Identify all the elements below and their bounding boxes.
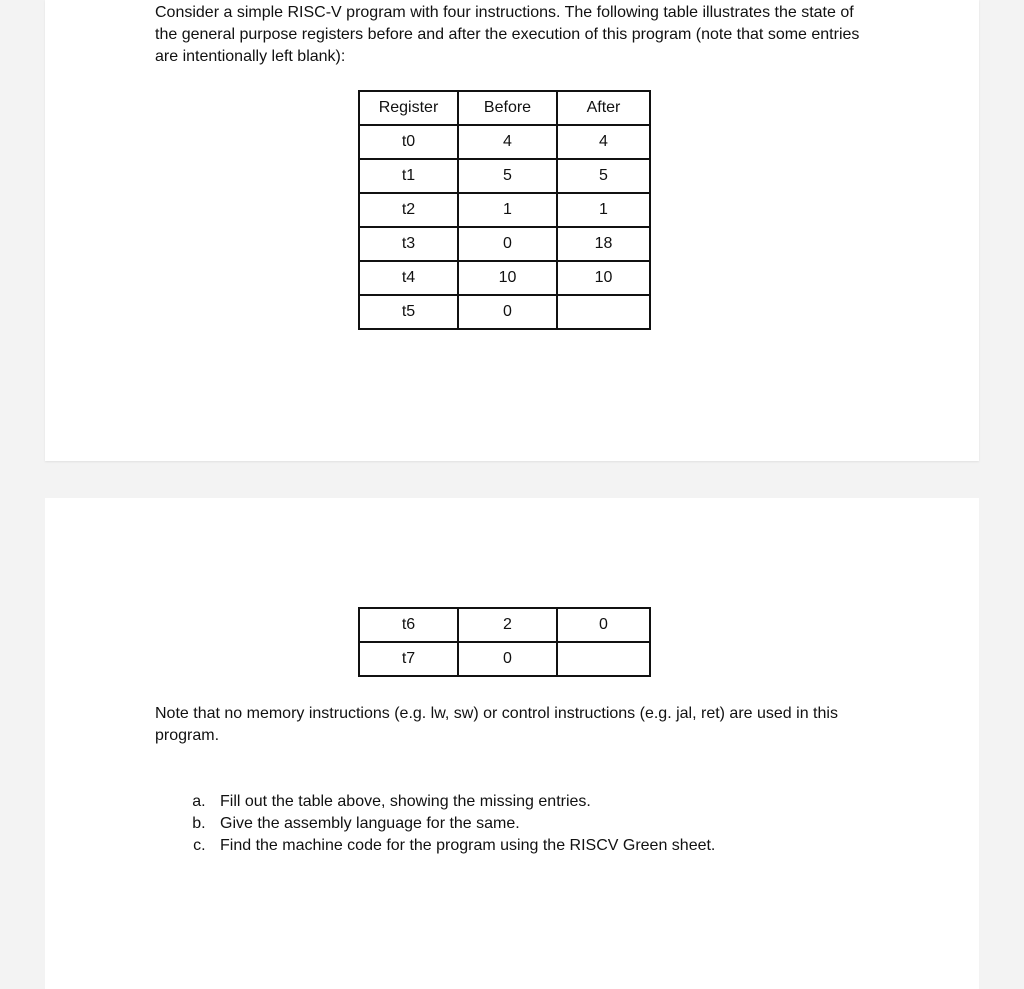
list-item: c. Find the machine code for the program using the RISCV Green sheet. <box>210 835 715 857</box>
table-row <box>359 193 650 227</box>
after-cell: 5 <box>557 159 650 193</box>
table-row <box>359 261 650 295</box>
after-cell <box>557 642 650 676</box>
after-cell <box>557 295 650 329</box>
intro-paragraph: Consider a simple RISC-V program with four instructions. The following table illustrates the state of the general purpose registers before and after the execution of this program (note that some entries are intentionally left blank): <box>155 4 860 65</box>
register-cell: t1 <box>359 159 458 193</box>
header-register: Register <box>359 91 458 125</box>
register-table-continued <box>358 607 651 677</box>
table-row <box>359 642 650 676</box>
register-cell: t7 <box>359 642 458 676</box>
table-row <box>359 608 650 642</box>
before-cell: 0 <box>458 227 557 261</box>
before-cell: 1 <box>458 193 557 227</box>
after-cell: 18 <box>557 227 650 261</box>
before-cell: 2 <box>458 608 557 642</box>
table-header-row <box>359 91 650 125</box>
header-before: Before <box>458 91 557 125</box>
list-item: b. Give the assembly language for the same. <box>210 813 715 835</box>
after-cell: 10 <box>557 261 650 295</box>
document-page-2 <box>45 498 979 989</box>
document-page-1 <box>45 0 979 461</box>
list-item: a. Fill out the table above, showing the missing entries. <box>210 791 715 813</box>
table-row <box>359 159 650 193</box>
register-cell: t6 <box>359 608 458 642</box>
after-cell: 4 <box>557 125 650 159</box>
register-cell: t0 <box>359 125 458 159</box>
note-paragraph: Note that no memory instructions (e.g. lw, sw) or control instructions (e.g. jal, ret) are used in this program. <box>155 705 838 744</box>
register-table <box>358 90 651 330</box>
before-cell: 10 <box>458 261 557 295</box>
before-cell: 0 <box>458 295 557 329</box>
before-cell: 4 <box>458 125 557 159</box>
table-row <box>359 227 650 261</box>
register-cell: t3 <box>359 227 458 261</box>
after-cell: 0 <box>557 608 650 642</box>
register-cell: t5 <box>359 295 458 329</box>
table-row <box>359 295 650 329</box>
header-after: After <box>557 91 650 125</box>
before-cell: 5 <box>458 159 557 193</box>
task-list <box>155 791 715 857</box>
after-cell: 1 <box>557 193 650 227</box>
table-row <box>359 125 650 159</box>
register-cell: t4 <box>359 261 458 295</box>
register-cell: t2 <box>359 193 458 227</box>
before-cell: 0 <box>458 642 557 676</box>
